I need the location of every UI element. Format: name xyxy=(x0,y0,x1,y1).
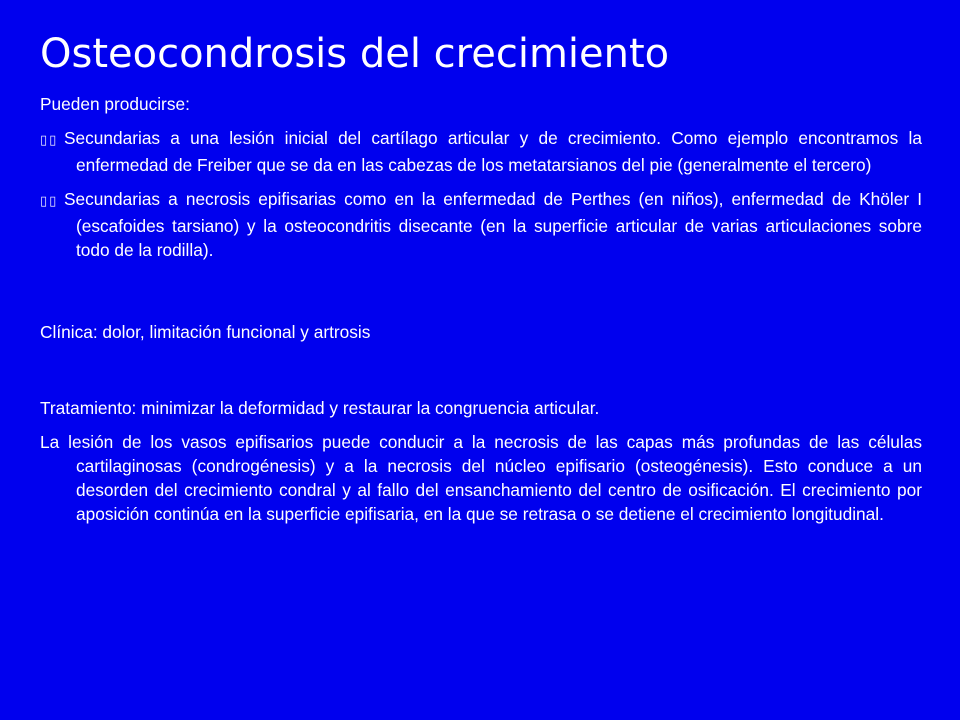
lesion-paragraph: La lesión de los vasos epifisarios puede conducir a la necrosis de las capas más profundas de las células cartilaginosas (condrogénesis) y a la necrosis del núcleo epifisario (osteogénesis). Esto conduce a un desorden del crecimiento condral y al fallo del ensanchamiento del centro de osificación. El crecimiento por aposición continúa en la superficie epifisaria, en la que se retrasa o se detiene el crecimiento longitudinal. xyxy=(40,432,922,524)
slide-title: Osteocondrosis del crecimiento xyxy=(40,31,670,77)
bullet-text: Secundarias a necrosis epifisarias como en la enfermedad de Perthes (en niños), enfermedad de Khöler I (escafoides tarsiano) y la osteocondritis disecante (en la superficie articular de varias articulaciones sobre todo de la rodilla). xyxy=(64,189,922,260)
bullet-item xyxy=(40,126,922,177)
bullet-item xyxy=(40,187,922,262)
bullet-marker-icon: ▯▯ xyxy=(40,133,59,148)
bullet-marker-icon: ▯▯ xyxy=(40,194,59,209)
tratamiento-text: Tratamiento: minimizar la deformidad y restaurar la congruencia articular. xyxy=(40,398,600,418)
bullet-text: Secundarias a una lesión inicial del cartílago articular y de crecimiento. Como ejemplo encontramos la enfermedad de Freiber que se da en las cabezas de los metatarsianos del pie (generalmente el tercero) xyxy=(64,128,922,175)
slide-body xyxy=(40,92,922,526)
intro-text: Pueden producirse: xyxy=(40,94,190,114)
clinica-text: Clínica: dolor, limitación funcional y artrosis xyxy=(40,322,371,342)
